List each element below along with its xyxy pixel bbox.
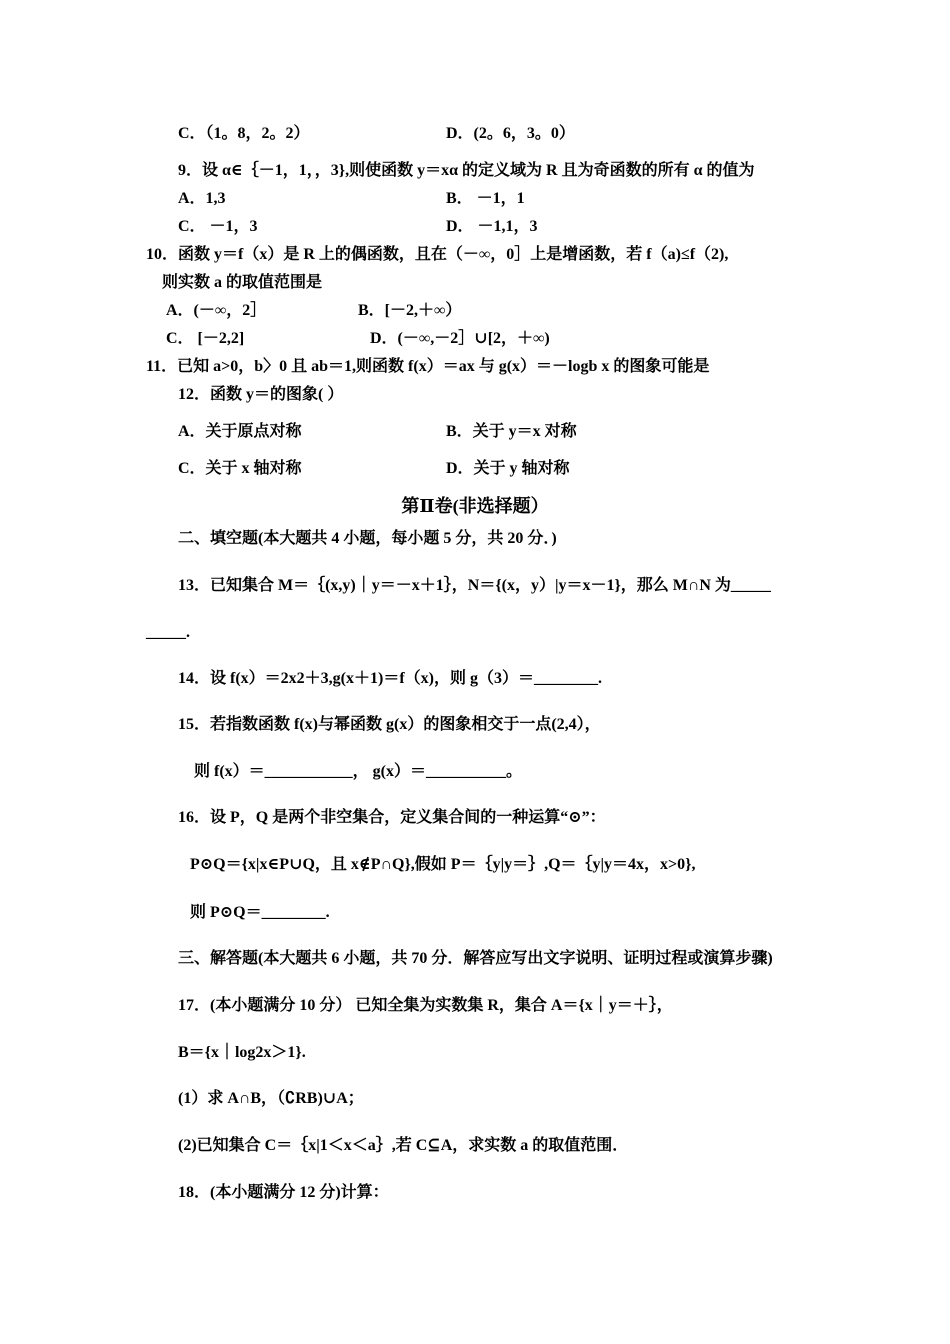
q10-option-c: C． [－2,2] [166,330,245,347]
q18: 18．(本小题满分 12 分)计算： [178,1184,389,1201]
q9-option-c: C． －1，3 [178,218,258,235]
q8-option-d: D．(2。6，3。0） [446,125,575,142]
q11-stem: 11．已知 a>0，b〉0 且 ab＝1,则函数 f(x）＝ax 与 g(x）＝－logb x 的图象可能是 [146,358,710,375]
q15-line1: 15．若指数函数 f(x)与幂函数 g(x）的图象相交于一点(2,4）， [178,716,601,733]
part2-title: 第Ⅱ卷(非选择题） [401,496,549,516]
q13-line1: 13．已知集合 M＝｛(x,y)｜y＝－x＋1｝，N＝{(x，y）|y＝x－1}，那么 M∩N 为_____ [178,577,771,594]
q9-stem: 9．设 α∈｛－1，1，，3},则使函数 y＝xα 的定义域为 R 且为奇函数的所有 α 的值为 [178,162,755,179]
q10-stem-2: 则实数 a 的取值范围是 [162,274,323,291]
q10-option-a: A．(－∞，2］ [166,302,267,319]
q14: 14．设 f(x）＝2x2＋3,g(x＋1)＝f（x)，则 g（3）＝________. [178,670,602,687]
q16-line2: P⊙Q＝{x|x∈P∪Q，且 x∉P∩Q},假如 P＝｛y|y＝｝,Q＝｛y|y＝4x，x>0}, [190,856,696,873]
q17-line1: 17．(本小题满分 10 分） 已知全集为实数集 R，集合 A＝{x｜y＝＋｝， [178,997,673,1014]
q9-option-b: B． －1，1 [446,190,525,207]
q8-option-c: C．（1。8，2。2） [178,125,310,142]
q10-option-b: B．[－2,＋∞） [358,302,462,319]
q10-option-d: D．(－∞,－2］∪[2，＋∞) [370,330,550,347]
q17-line2: B＝{x｜log2x＞1}. [178,1044,306,1061]
q12-option-d: D．关于 y 轴对称 [446,460,570,477]
q9-option-d: D． －1,1，3 [446,218,538,235]
q12-stem: 12．函数 y＝的图象( ） [178,386,344,403]
q12-option-a: A．关于原点对称 [178,423,302,440]
q9-option-a: A．1,3 [178,190,226,207]
section3-heading: 三、解答题(本大题共 6 小题，共 70 分．解答应写出文字说明、证明过程或演算步骤) [178,950,773,967]
section2-heading: 二、填空题(本大题共 4 小题，每小题 5 分，共 20 分．) [178,530,557,547]
q12-option-b: B．关于 y＝x 对称 [446,423,577,440]
q16-line3: 则 P⊙Q＝________. [190,904,330,921]
q15-line2: 则 f(x）＝___________， g(x）＝__________。 [194,763,522,780]
q17-part2: (2)已知集合 C＝｛x|1＜x＜a｝,若 C⊆A，求实数 a 的取值范围． [178,1137,629,1154]
q12-option-c: C．关于 x 轴对称 [178,460,302,477]
q17-part1: (1）求 A∩B，（∁RB)∪A； [178,1090,364,1107]
q13-line2: _____. [146,624,190,641]
q10-stem: 10．函数 y＝f（x）是 R 上的偶函数，且在（－∞，0］上是增函数，若 f（a)≤f（2), [146,246,729,263]
q16-line1: 16．设 P，Q 是两个非空集合，定义集合间的一种运算“⊙”： [178,809,606,826]
